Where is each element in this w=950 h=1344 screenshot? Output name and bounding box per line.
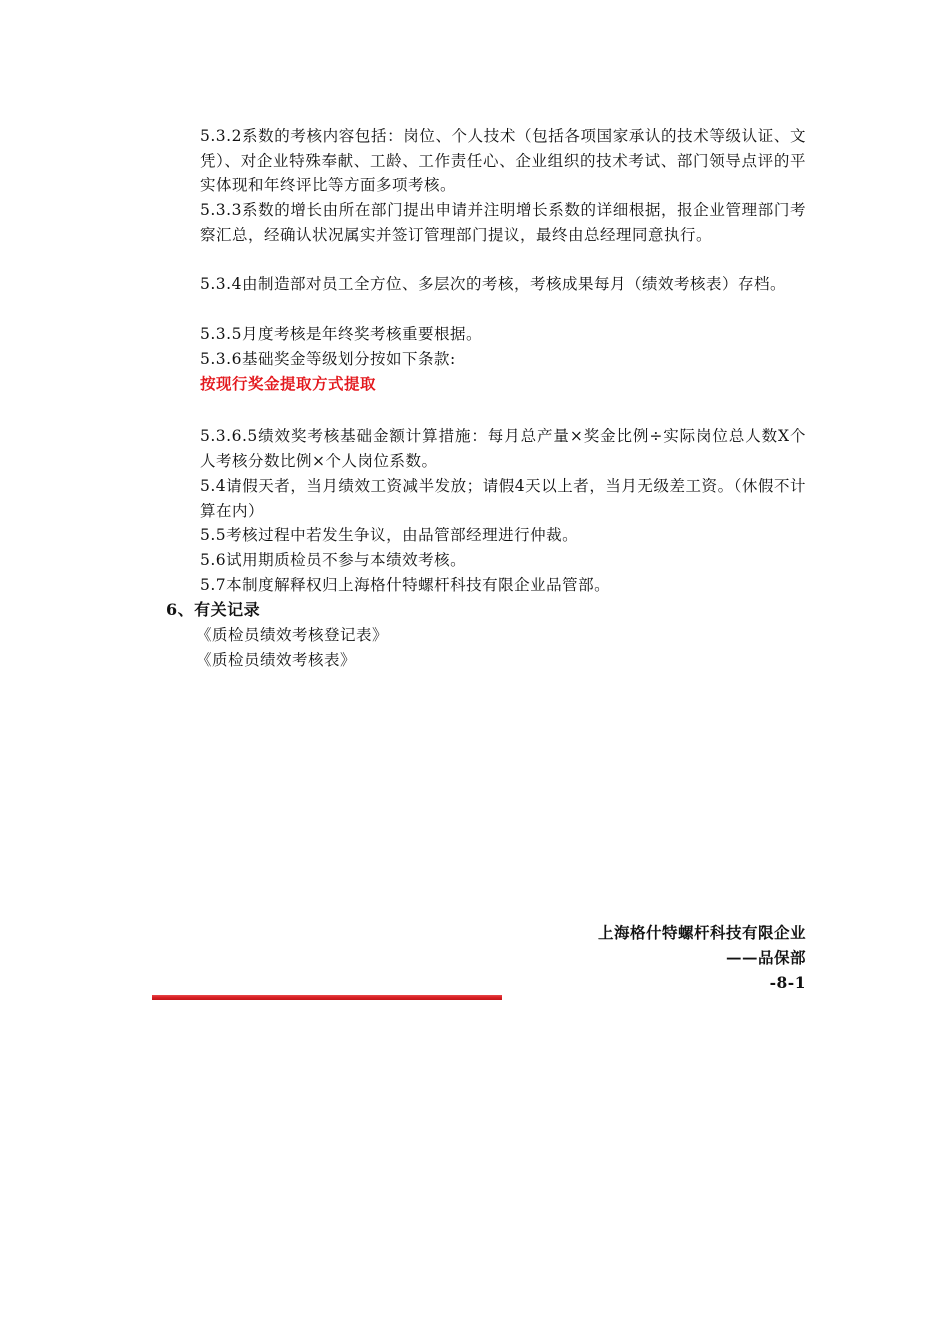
paragraph-5-3-3: 5.3.3系数的增长由所在部门提出申请并注明增长系数的详细根据，报企业管理部门考察汇总，经确认状况属实并签订管理部门提议，最终由总经理同意执行。 (200, 201, 806, 244)
paragraph-5-3-6-5: 5.3.6.5绩效奖考核基础金额计算措施：每月总产量×奖金比例÷实际岗位总人数X个人考核分数比例×个人岗位系数。 (200, 427, 806, 470)
signature-company: 上海格什特螺杆科技有限企业 (597, 923, 806, 942)
paragraph-5-6: 5.6试用期质检员不参与本绩效考核。 (200, 551, 467, 569)
section-6-title: 6、有关记录 (166, 600, 261, 619)
record-item: 《质检员绩效考核登记表》 (196, 626, 389, 644)
red-highlight-note: 按现行奖金提取方式提取 (200, 374, 377, 393)
paragraph-5-4: 5.4请假天者，当月绩效工资减半发放；请假4天以上者，当月无级差工资。（休假不计算在内） (200, 477, 806, 520)
paragraph-5-3-4: 5.3.4由制造部对员工全方位、多层次的考核，考核成果每月（绩效考核表）存档。 (200, 275, 786, 293)
footer-red-rule (152, 995, 502, 1000)
page-number: -8-1 (769, 973, 806, 992)
paragraph-5-3-5: 5.3.5月度考核是年终奖考核重要根据。 (200, 325, 482, 343)
paragraph-5-7: 5.7本制度解释权归上海格什特螺杆科技有限企业品管部。 (200, 576, 611, 594)
paragraph-5-3-6: 5.3.6基础奖金等级划分按如下条款: (200, 350, 456, 368)
paragraph-5-5: 5.5考核过程中若发生争议，由品管部经理进行仲裁。 (200, 526, 579, 544)
paragraph-5-3-2: 5.3.2系数的考核内容包括：岗位、个人技术（包括各项国家承认的技术等级认证、文凭）、对企业特殊奉献、工龄、工作责任心、企业组织的技术考试、部门领导点评的平实体现和年终评比等方面多项考核。 (200, 127, 806, 194)
signature-department: ——品保部 (725, 948, 806, 967)
record-item: 《质检员绩效考核表》 (196, 651, 357, 669)
